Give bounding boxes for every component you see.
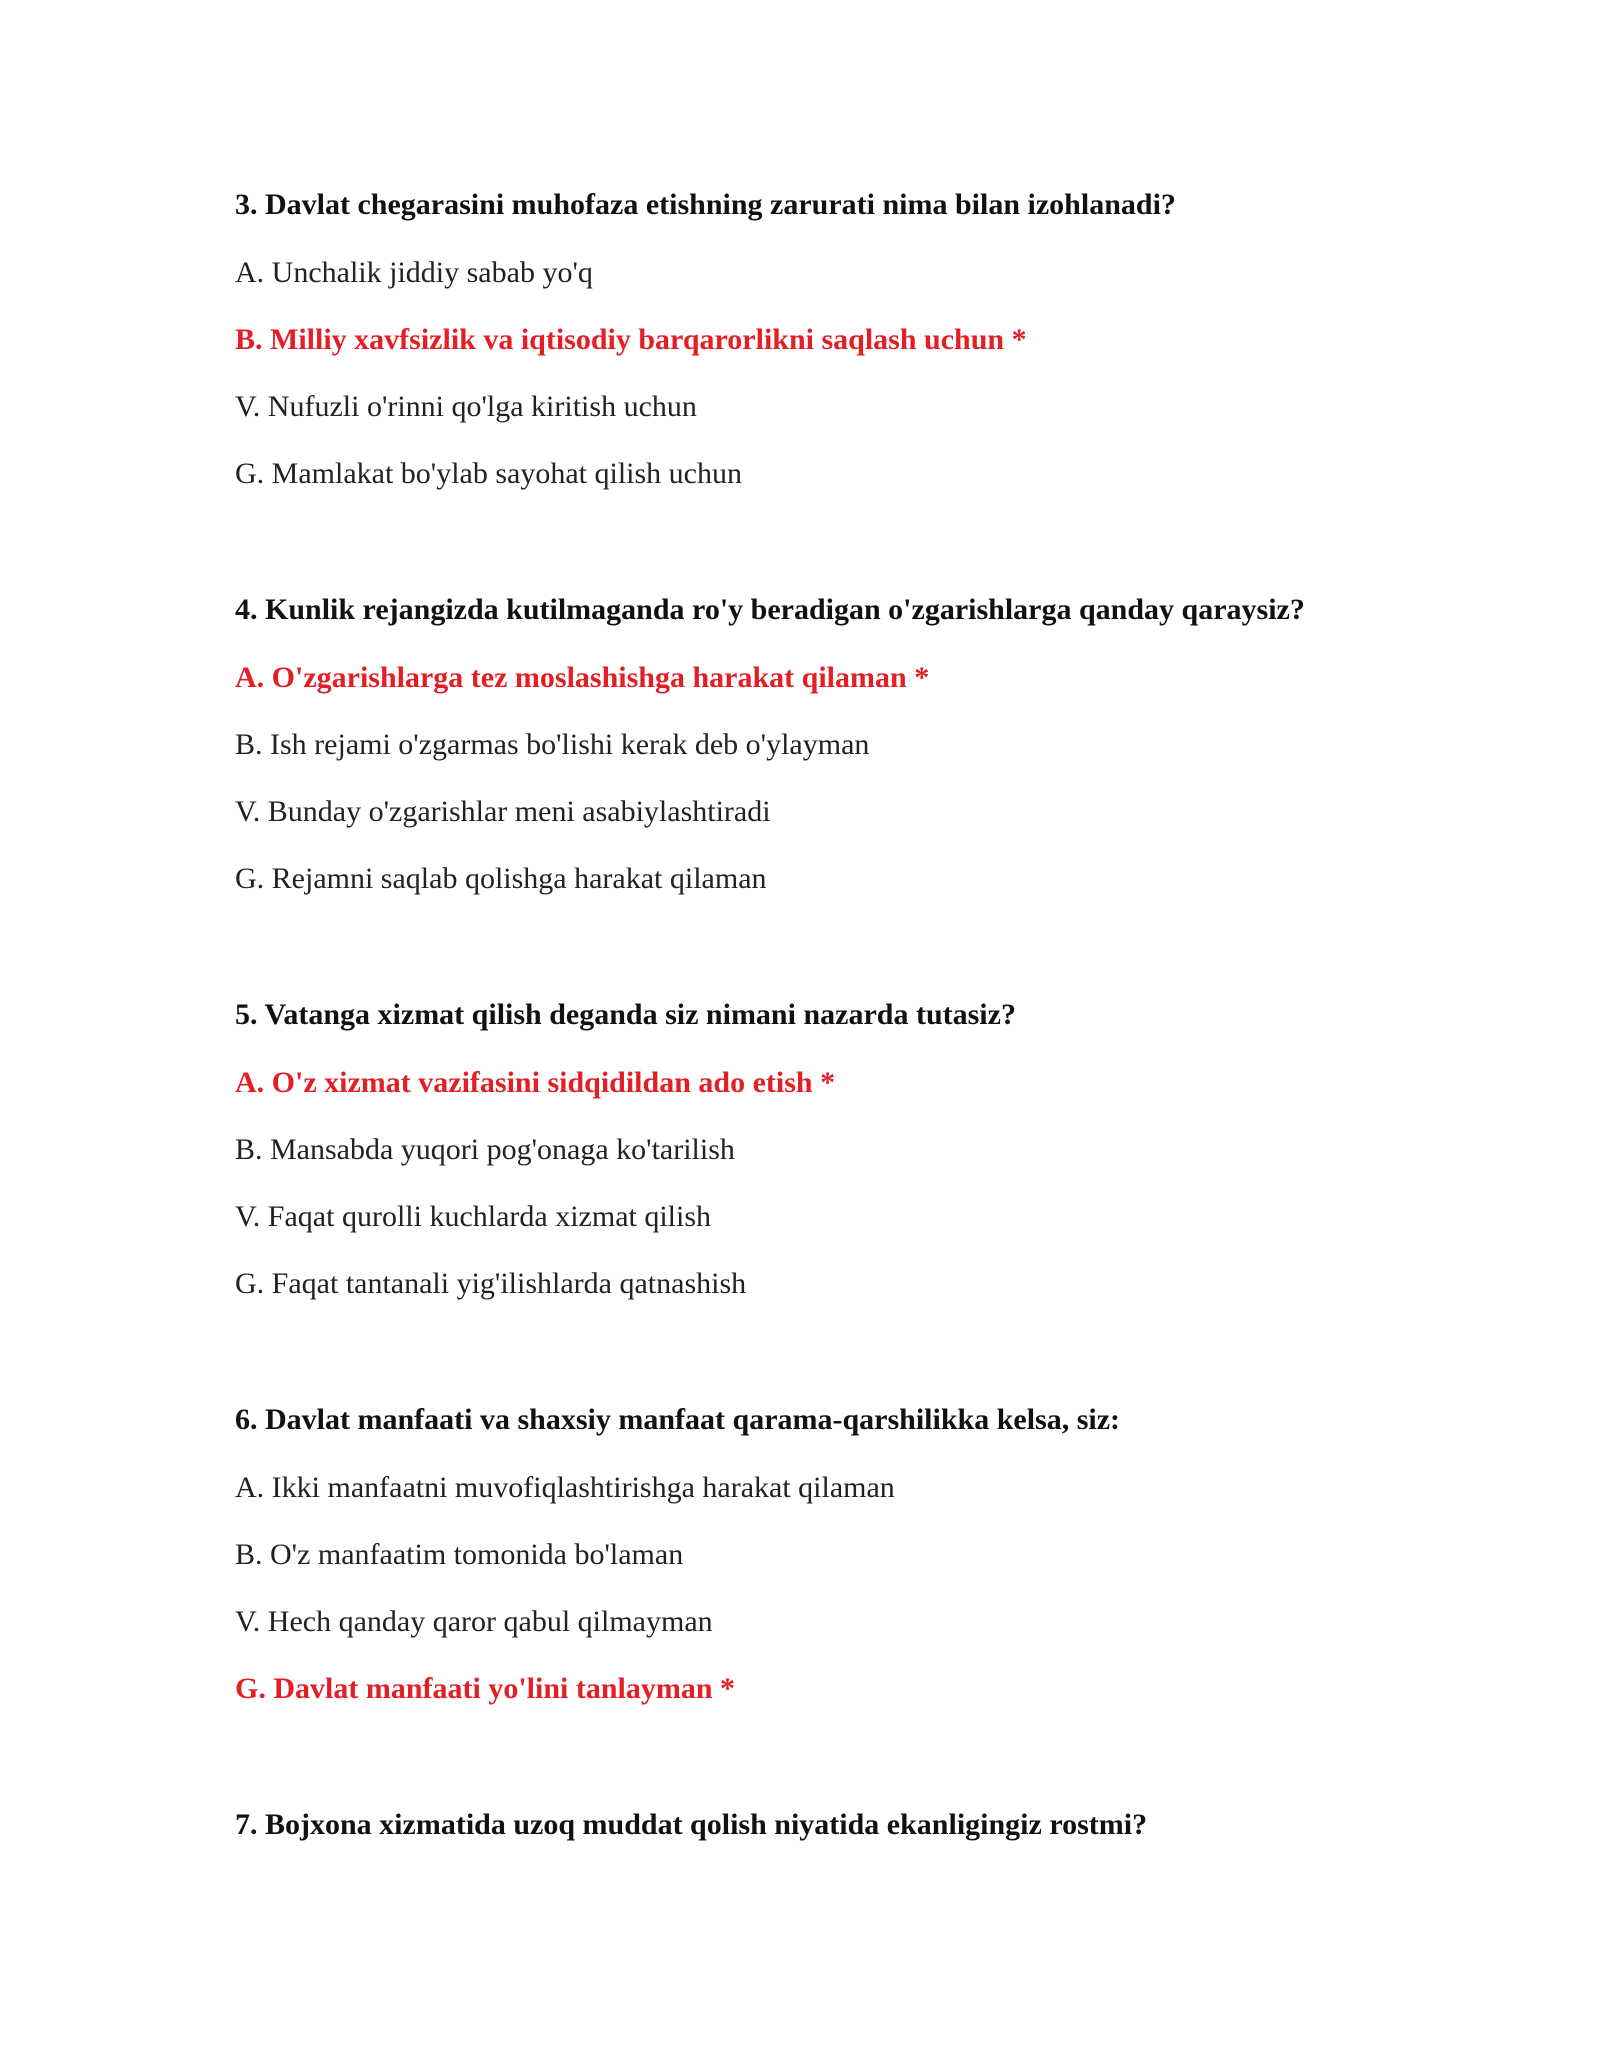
answer-option: V. Faqat qurolli kuchlarda xizmat qilish: [235, 1200, 712, 1233]
answer-option: G. Mamlakat bo'ylab sayohat qilish uchun: [235, 457, 742, 490]
question-text: 6. Davlat manfaati va shaxsiy manfaat qarama-qarshilikka kelsa, siz:: [235, 1403, 1121, 1436]
answer-option: B. Ish rejami o'zgarmas bo'lishi kerak deb o'ylayman: [235, 728, 870, 761]
answer-option-correct: A. O'z xizmat vazifasini sidqidildan ado etish *: [235, 1066, 836, 1099]
answer-option: V. Bunday o'zgarishlar meni asabiylashtiradi: [235, 795, 771, 828]
question-text: 4. Kunlik rejangizda kutilmaganda ro'y beradigan o'zgarishlarga qanday qaraysiz?: [235, 593, 1305, 626]
answer-option: B. O'z manfaatim tomonida bo'laman: [235, 1538, 684, 1571]
answer-option: A. Ikki manfaatni muvofiqlashtirishga harakat qilaman: [235, 1471, 895, 1504]
answer-option: B. Mansabda yuqori pog'onaga ko'tarilish: [235, 1133, 735, 1166]
question-text: 7. Bojxona xizmatida uzoq muddat qolish niyatida ekanligingiz rostmi?: [235, 1808, 1148, 1841]
answer-option: V. Hech qanday qaror qabul qilmayman: [235, 1605, 713, 1638]
answer-option: A. Unchalik jiddiy sabab yo'q: [235, 256, 593, 289]
question-text: 3. Davlat chegarasini muhofaza etishning zarurati nima bilan izohlanadi?: [235, 188, 1176, 221]
answer-option: G. Rejamni saqlab qolishga harakat qilaman: [235, 862, 767, 895]
answer-option-correct: A. O'zgarishlarga tez moslashishga harakat qilaman *: [235, 661, 930, 694]
question-text: 5. Vatanga xizmat qilish deganda siz nimani nazarda tutasiz?: [235, 998, 1016, 1031]
answer-option-correct: B. Milliy xavfsizlik va iqtisodiy barqarorlikni saqlash uchun *: [235, 323, 1027, 356]
answer-option-correct: G. Davlat manfaati yo'lini tanlayman *: [235, 1672, 736, 1705]
answer-option: G. Faqat tantanali yig'ilishlarda qatnashish: [235, 1267, 747, 1300]
answer-option: V. Nufuzli o'rinni qo'lga kiritish uchun: [235, 390, 697, 423]
